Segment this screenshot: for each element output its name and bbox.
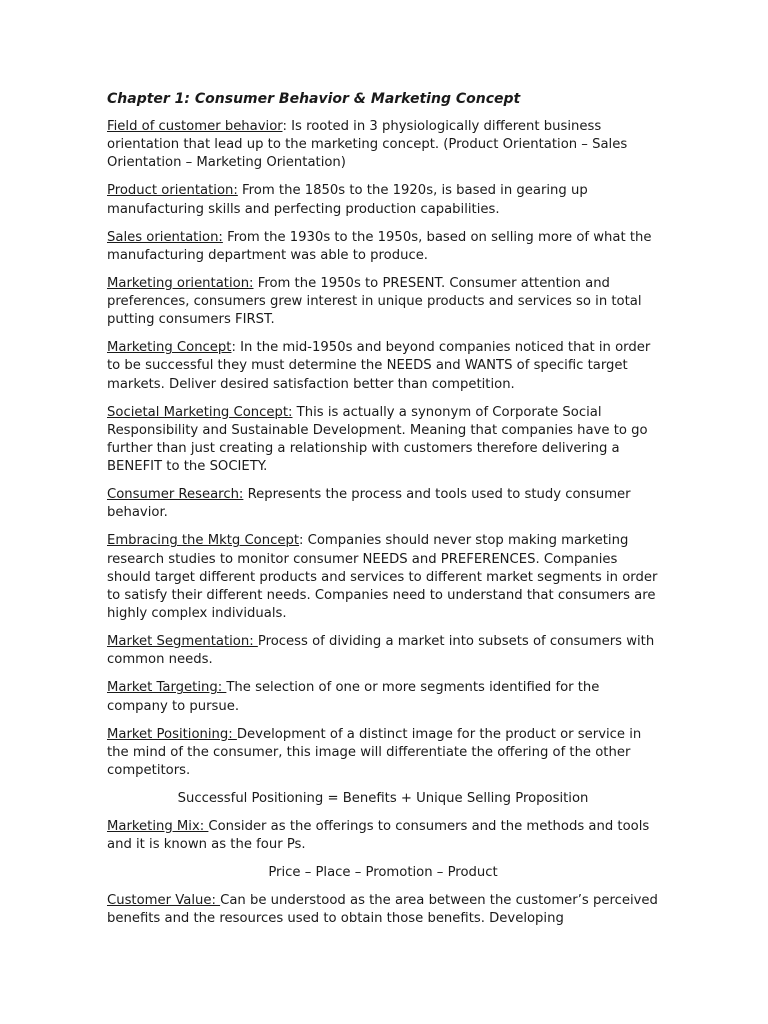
paragraph-field-of-customer-behavior [107, 118, 659, 173]
definition-text: Consider as the offerings to consumers and the methods and tools and it is known as the four Ps. [107, 819, 650, 853]
chapter-title: Chapter 1: Consumer Behavior & Marketing Concept [107, 91, 521, 107]
definition-text: The selection of one or more segments identified for the company to pursue. [107, 680, 600, 714]
paragraph-consumer-research [107, 486, 659, 522]
paragraph-marketing-mix [107, 818, 659, 854]
term-marketing-concept: Marketing Concept [107, 340, 232, 356]
definition-text: : Companies should never stop making marketing research studies to monitor consumer NEEDS and PREFERENCES. Companies should target different products and services to different market segments in order to satisfy their different needs. Companies need to understand that consumers are highly complex individuals. [107, 533, 658, 622]
term-field-of-customer-behavior: Field of customer behavior [107, 119, 283, 134]
definition-text: From the 1930s to the 1950s, based on selling more of what the manufacturing department was able to produce. [107, 229, 652, 263]
definition-text: Process of dividing a market into subsets of consumers with common needs. [107, 634, 655, 668]
paragraph-societal-marketing-concept [107, 404, 659, 477]
definition-text: This is actually a synonym of Corporate Social Responsibility and Sustainable Development. Meaning that companies have to go further than just creating a relationship with customers therefore delivering a BENEFIT to the SOCIETY. [107, 404, 648, 475]
four-ps-line: Price – Place – Promotion – Product [268, 865, 498, 881]
term-marketing-orientation: Marketing orientation: [107, 275, 254, 291]
term-embracing-mktg-concept: Embracing the Mktg Concept [107, 533, 300, 549]
definition-text: From the 1950s to PRESENT. Consumer attention and preferences, consumers grew interest in unique products and services so in total putting consumers FIRST. [107, 275, 642, 328]
term-sales-orientation: Sales orientation: [107, 229, 223, 245]
definition-text: Development of a distinct image for the product or service in the mind of the consumer, this image will differentiate the offering of the other competitors. [107, 726, 642, 779]
paragraph-marketing-orientation [107, 275, 659, 330]
paragraph-market-targeting [107, 679, 659, 715]
paragraph-product-orientation [107, 182, 659, 218]
definition-text: From the 1850s to the 1920s, is based in gearing up manufacturing skills and perfecting production capabilities. [107, 183, 588, 217]
paragraph-marketing-concept [107, 339, 659, 394]
term-market-targeting: Market Targeting: [107, 680, 227, 696]
term-customer-value: Customer Value: [107, 893, 221, 909]
term-market-segmentation: Market Segmentation: [107, 634, 258, 650]
document-page [107, 90, 659, 938]
term-market-positioning: Market Positioning: [107, 726, 237, 742]
definition-text: Represents the process and tools used to study consumer behavior. [107, 487, 631, 521]
paragraph-market-positioning [107, 726, 659, 781]
term-societal-marketing-concept: Societal Marketing Concept: [107, 404, 293, 420]
definition-text: : Is rooted in 3 physiologically different business orientation that lead up to the marketing concept. (Product Orientation – Sales Orientation – Marketing Orientation) [107, 119, 628, 171]
positioning-formula: Successful Positioning = Benefits + Unique Selling Proposition [177, 791, 589, 807]
paragraph-customer-value [107, 892, 659, 928]
term-consumer-research: Consumer Research: [107, 487, 244, 503]
paragraph-market-segmentation [107, 633, 659, 669]
term-marketing-mix: Marketing Mix: [107, 819, 209, 835]
paragraph-embracing-mktg-concept [107, 532, 659, 623]
term-product-orientation: Product orientation: [107, 183, 238, 199]
paragraph-sales-orientation [107, 229, 659, 265]
definition-text: Can be understood as the area between the customer’s perceived benefits and the resources used to obtain those benefits. Developing [107, 893, 658, 927]
definition-text: : In the mid-1950s and beyond companies noticed that in order to be successful they must determine the NEEDS and WANTS of specific target markets. Deliver desired satisfaction better than competition. [107, 340, 651, 392]
